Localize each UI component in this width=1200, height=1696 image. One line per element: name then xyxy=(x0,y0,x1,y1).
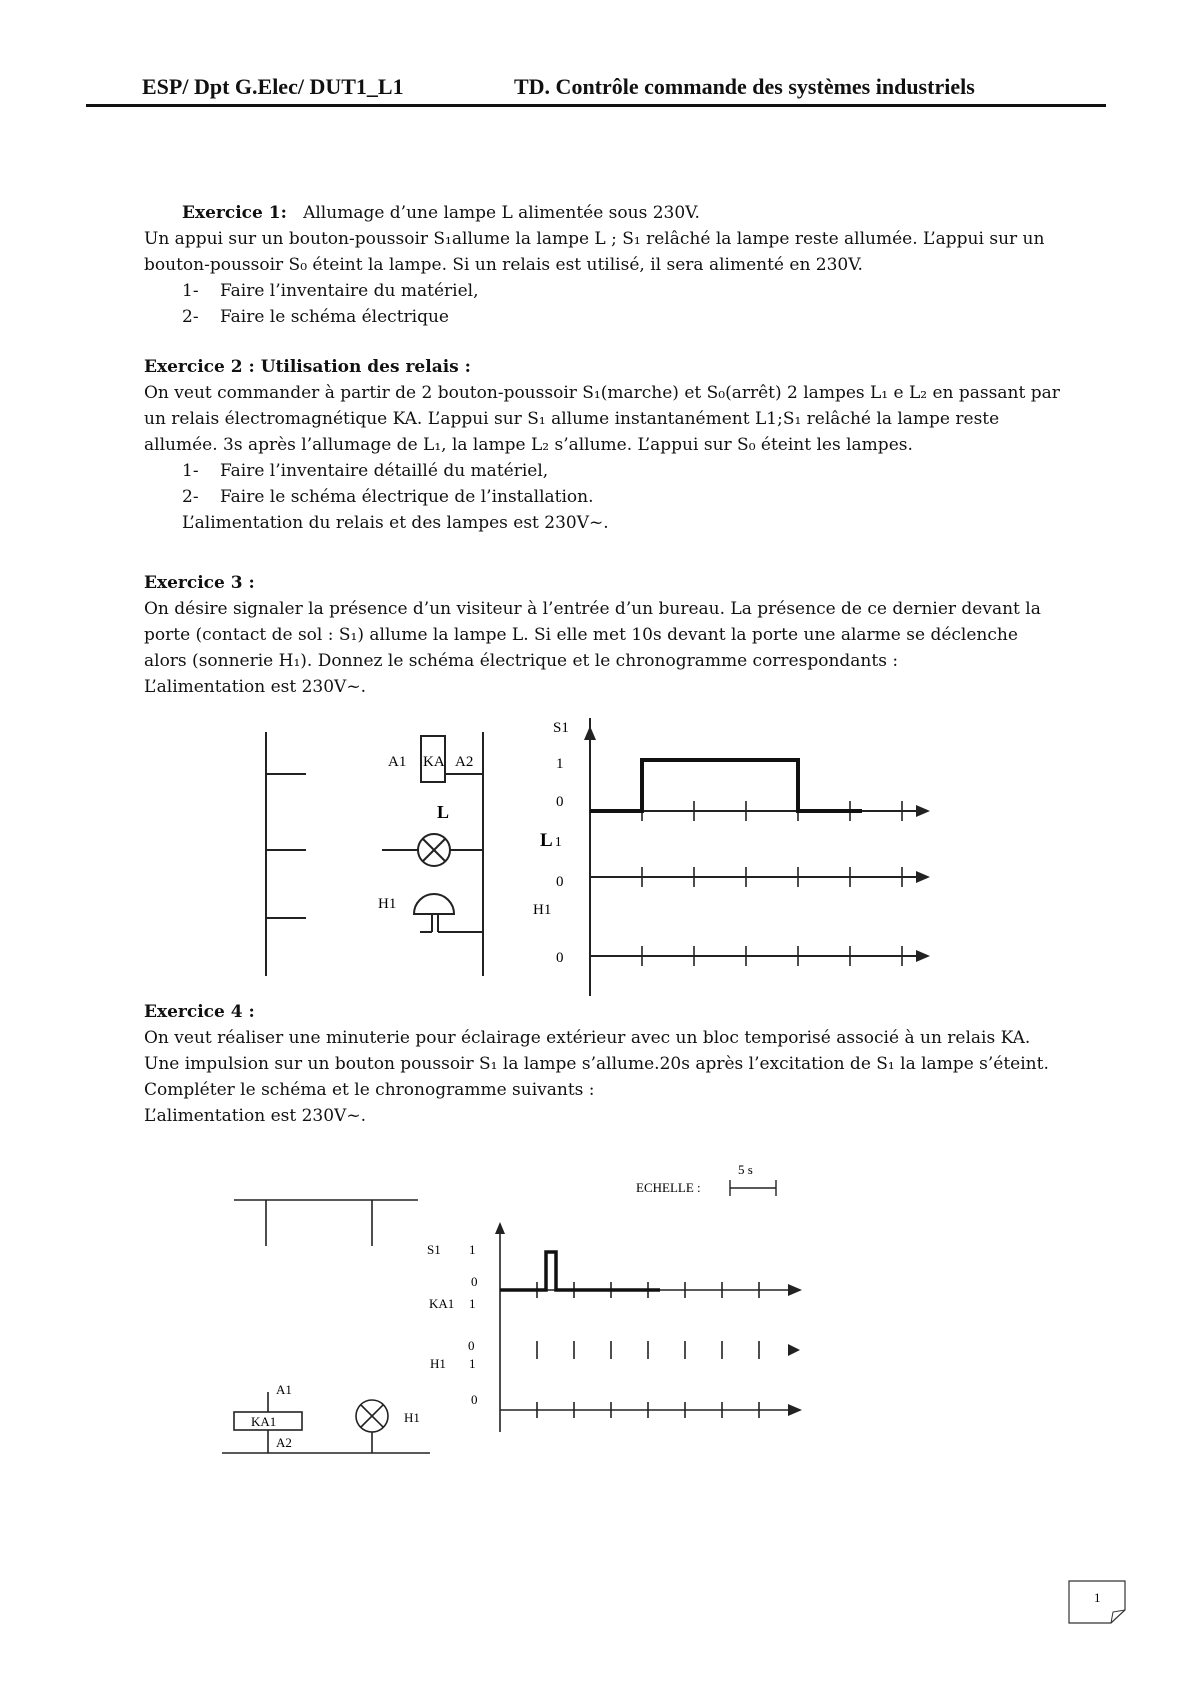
exercise-2-item-1 xyxy=(144,458,1064,484)
exercise-4-title: Exercice 4 : xyxy=(144,1002,255,1022)
exercise-2-note: L’alimentation du relais et des lampes est 230V~. xyxy=(182,513,609,533)
chrono-l1-letter: L xyxy=(540,830,553,851)
chrono4-h1-zero: 0 xyxy=(471,1392,478,1407)
exercise-4 xyxy=(144,999,1064,1129)
lamp-label: L xyxy=(437,802,450,822)
chrono4-s1-zero: 0 xyxy=(471,1274,478,1289)
exercise-2-statement: On veut commander à partir de 2 bouton-poussoir S₁(marche) et S₀(arrêt) 2 lampes L₁ e L₂ en passant par un relais électromagnétique KA. L’appui sur S₁ allume instantanément L1;S₁ relâché la lampe reste allumée. 3s après l’allumage de L₁, la lampe L₂ s’allume. L’appui sur S₀ éteint les lampes. xyxy=(144,383,1060,455)
chrono3-s1-signal xyxy=(590,760,862,811)
exercise-1-item-1 xyxy=(144,278,1064,304)
exercise-3-title: Exercice 3 : xyxy=(144,573,255,593)
scale-bar xyxy=(730,1180,776,1196)
chrono4-s1-label: S1 xyxy=(427,1242,441,1257)
chrono4-h1-axis-arrow xyxy=(788,1404,802,1416)
chrono3-l1-axis-arrow xyxy=(916,871,930,883)
exercise-4-figure xyxy=(0,1158,1200,1458)
exercise-3-statement: On désire signaler la présence d’un visiteur à l’entrée d’un bureau. La présence de ce dernier devant la porte (contact de sol : S₁) allume la lampe L. Si elle met 10s devant la porte une alarme se déclenche alors (sonnerie H₁). Donnez le schéma électrique et le chronogramme correspondants : xyxy=(144,599,1041,671)
exercise-4-chronogram xyxy=(427,1222,802,1432)
chrono4-s1-axis-arrow xyxy=(788,1284,802,1296)
chrono4-ka1-arrow xyxy=(788,1344,800,1356)
chrono3-h1-axis-arrow xyxy=(916,950,930,962)
exercise-3 xyxy=(144,570,1064,700)
exercise-3-supply: L’alimentation est 230V~. xyxy=(144,677,366,697)
exercise-1-subtitle: Allumage d’une lampe L alimentée sous 230V. xyxy=(303,203,700,223)
relay-a1-label: A1 xyxy=(276,1382,292,1397)
chrono3-s1-axis-arrow xyxy=(916,805,930,817)
exercise-1-item-2 xyxy=(144,304,1064,330)
chrono-s1-zero: 0 xyxy=(556,794,564,810)
chrono-h1-zero: 0 xyxy=(556,950,564,966)
chrono4-h1-label: H1 xyxy=(430,1356,446,1371)
header-rule xyxy=(86,104,1106,107)
scale-label: ECHELLE : xyxy=(636,1180,701,1195)
buzzer-label: H1 xyxy=(378,896,397,912)
exercise-1 xyxy=(144,200,1064,330)
relay-a2-label: A2 xyxy=(276,1435,292,1450)
item-text: Faire le schéma électrique de l’installation. xyxy=(220,487,594,507)
chrono-l1-one: 1 xyxy=(554,835,562,850)
lamp-h1-label: H1 xyxy=(404,1410,420,1425)
item-text: Faire le schéma électrique xyxy=(220,307,449,327)
buzzer-symbol xyxy=(414,894,454,914)
chrono4-ka1-label: KA1 xyxy=(429,1296,455,1311)
page-number-box xyxy=(1068,1580,1126,1624)
chrono-s1-label: S1 xyxy=(553,720,569,736)
item-text: Faire l’inventaire détaillé du matériel, xyxy=(220,461,549,481)
chrono-l1-zero: 0 xyxy=(556,874,564,890)
item-number: 1- xyxy=(182,461,199,481)
relay-a2-label: A2 xyxy=(455,754,474,770)
chrono-l1-label xyxy=(540,830,562,851)
chrono4-s1-one: 1 xyxy=(469,1242,476,1257)
chrono4-s1-pulse xyxy=(500,1252,660,1290)
ladder-diagram xyxy=(266,732,483,976)
relay-ka1-label: KA1 xyxy=(251,1414,277,1429)
exercise-4-statement: On veut réaliser une minuterie pour éclairage extérieur avec un bloc temporisé associé à un relais KA. Une impulsion sur un bouton poussoir S₁ la lampe s’allume.20s après l’excitation de S₁ la lampe s’éteint. xyxy=(144,1028,1049,1074)
item-number: 2- xyxy=(182,307,199,327)
item-text: Faire l’inventaire du matériel, xyxy=(220,281,479,301)
chrono-h1-label: H1 xyxy=(533,902,552,918)
exercise-2-item-2 xyxy=(144,484,1064,510)
exercise-4-supply: L’alimentation est 230V~. xyxy=(144,1106,366,1126)
exercise-3-figure xyxy=(0,718,1200,1000)
exercise-3-chronogram xyxy=(533,718,930,996)
header-left: ESP/ Dpt G.Elec/ DUT1_L1 xyxy=(142,74,404,99)
relay-a1-label: A1 xyxy=(388,754,407,770)
page-number: 1 xyxy=(1094,1590,1101,1605)
chrono-s1-one: 1 xyxy=(556,756,564,772)
exercise-2 xyxy=(144,354,1064,536)
scale-value: 5 s xyxy=(738,1162,753,1177)
item-number: 2- xyxy=(182,487,199,507)
chrono4-ka1-one: 1 xyxy=(469,1296,476,1311)
vertical-axis-arrow xyxy=(584,726,596,740)
exercise-4-task: Compléter le schéma et le chronogramme suivants : xyxy=(144,1080,595,1100)
vertical-axis-arrow xyxy=(495,1222,505,1234)
exercise-1-statement: Un appui sur un bouton-poussoir S₁allume la lampe L ; S₁ relâché la lampe reste allumée. L’appui sur un bouton-poussoir S₀ éteint la lampe. Si un relais est utilisé, il sera alimenté en 230V. xyxy=(144,229,1045,275)
item-number: 1- xyxy=(182,281,199,301)
relay-ka-label: KA xyxy=(423,754,445,770)
chrono4-h1-one: 1 xyxy=(469,1356,476,1371)
exercise-1-title: Exercice 1: xyxy=(182,203,287,223)
chrono4-ka1-zero: 0 xyxy=(468,1338,475,1353)
exercise-2-title: Exercice 2 : Utilisation des relais : xyxy=(144,357,471,377)
header-right: TD. Contrôle commande des systèmes industriels xyxy=(514,74,975,99)
page-header xyxy=(86,70,1106,104)
